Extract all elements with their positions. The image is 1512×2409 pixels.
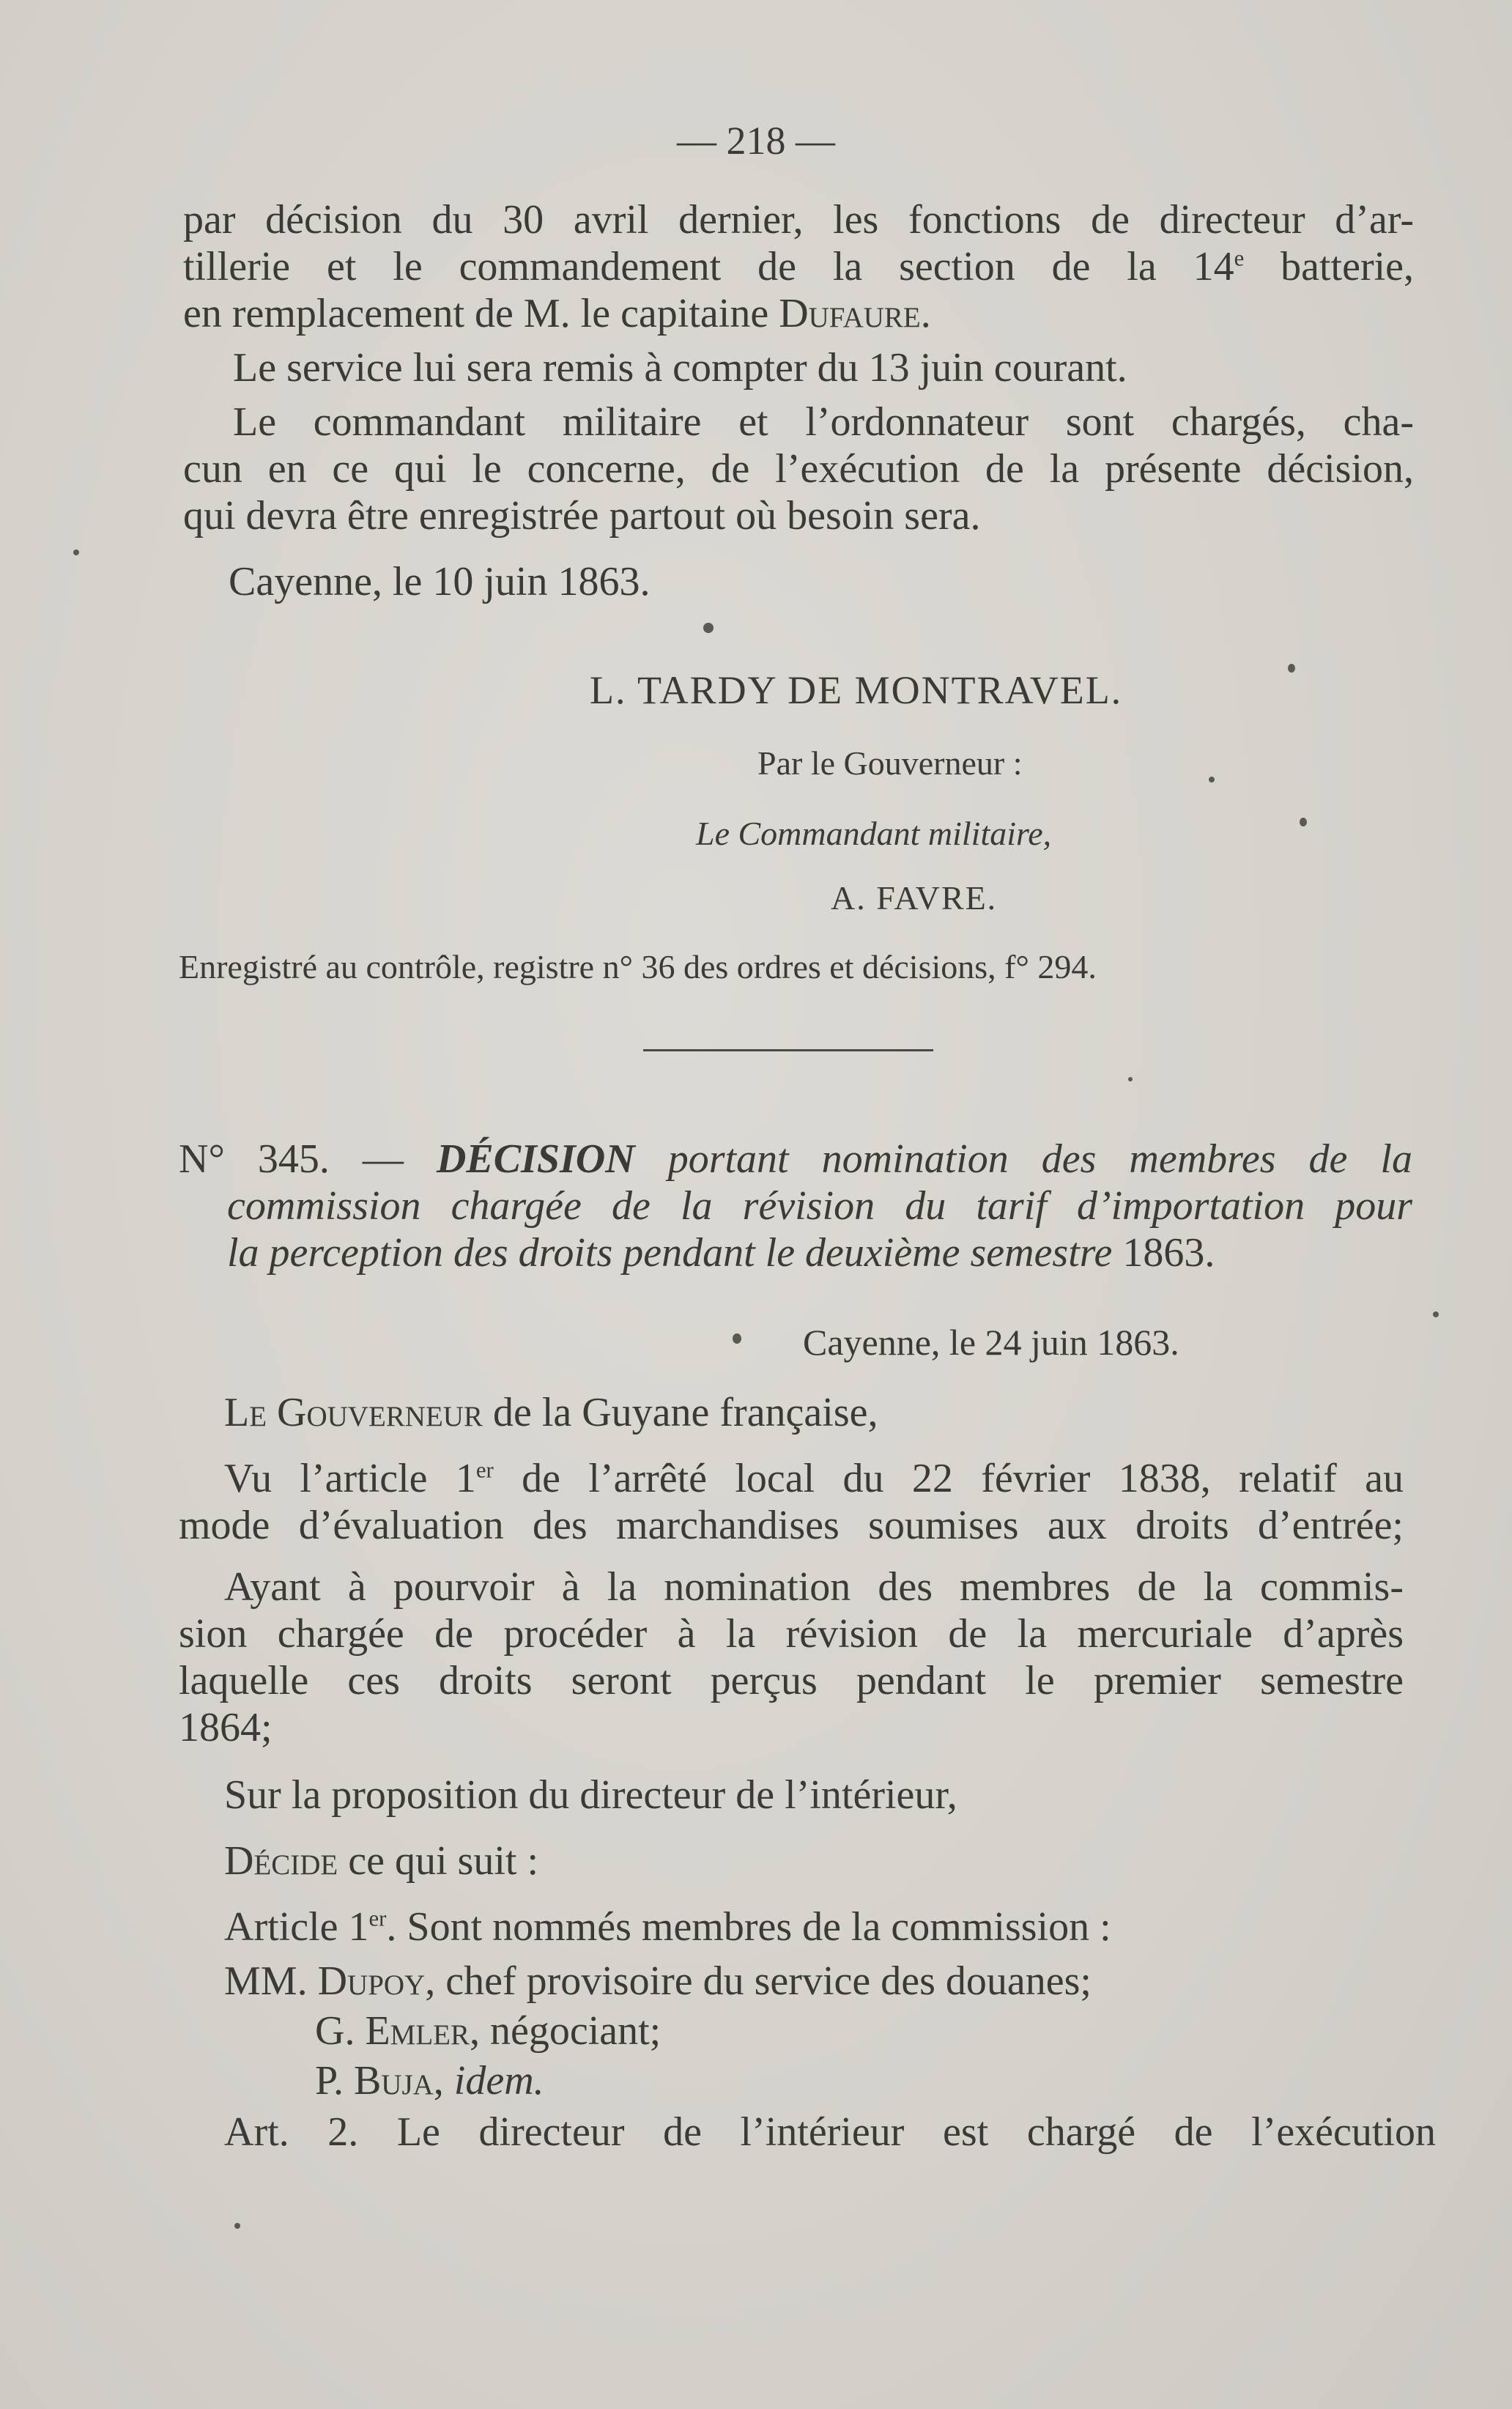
name-dufaure: Dufaure: [779, 291, 921, 336]
para2: Le service lui sera remis à compter du 13 juin courant.: [233, 345, 1127, 391]
scan-speck: [1209, 777, 1215, 782]
decision-title-line1: N° 345. — DÉCISION portant nomination des membres de la: [179, 1136, 1412, 1182]
section-divider: [643, 1049, 933, 1051]
scan-speck: [703, 623, 714, 633]
para3-line1: Le commandant militaire et l’ordonnateur sont chargés, cha-: [233, 399, 1414, 445]
member-row: MM. Dupoy, chef provisoire du service des douanes;: [224, 1958, 1092, 2004]
scan-speck: [1128, 1077, 1133, 1081]
vu-line1: Vu l’article 1er de l’arrêté local du 22 février 1838, relatif au: [224, 1456, 1404, 1501]
scan-speck: [1288, 664, 1295, 673]
governor-line: Le Gouverneur de la Guyane française,: [224, 1390, 878, 1435]
scan-speck: [1300, 818, 1307, 826]
ayant-line3: laquelle ces droits seront perçus pendant le premier semestre: [179, 1658, 1404, 1703]
para3-line2: cun en ce qui le concerne, de l’exécution de la présente décision,: [183, 446, 1414, 492]
signature-by: Par le Gouverneur :: [757, 744, 1023, 782]
ayant-line4: 1864;: [179, 1705, 273, 1750]
signature-role: Le Commandant militaire,: [696, 815, 1052, 852]
vu-line2: mode d’évaluation des marchandises soumises aux droits d’entrée;: [179, 1503, 1404, 1548]
sur-line: Sur la proposition du directeur de l’intérieur,: [224, 1772, 957, 1818]
decision-title-line3: la perception des droits pendant le deuxième semestre 1863.: [227, 1230, 1215, 1276]
scan-speck: [73, 549, 79, 555]
para1-line2: tillerie et le commandement de la section de la 14e batterie,: [183, 244, 1415, 289]
page-number: — 218 —: [677, 119, 835, 163]
decision-title-line2: commission chargée de la révision du tarif d’importation pour: [227, 1183, 1412, 1229]
scan-speck: [234, 2223, 240, 2229]
date-line-2: Cayenne, le 24 juin 1863.: [803, 1322, 1179, 1363]
ayant-line2: sion chargée de procéder à la révision de la mercuriale d’après: [179, 1611, 1404, 1657]
para1-line3: en remplacement de M. le capitaine Dufaure.: [183, 291, 931, 336]
member-row: P. Buja, idem.: [315, 2058, 544, 2103]
signature-name: L. TARDY DE MONTRAVEL.: [590, 668, 1123, 712]
decide-line: Décide ce qui suit :: [224, 1838, 539, 1884]
para1-line1: par décision du 30 avril dernier, les fonctions de directeur d’ar-: [183, 197, 1414, 243]
article2-line: Art. 2. Le directeur de l’intérieur est chargé de l’exécution: [224, 2109, 1436, 2155]
scan-speck: [1433, 1311, 1439, 1317]
para3-line3: qui devra être enregistrée partout où besoin sera.: [183, 493, 981, 539]
article1-line: Article 1er. Sont nommés membres de la commission :: [224, 1904, 1111, 1950]
date-line-1: Cayenne, le 10 juin 1863.: [229, 559, 651, 604]
member-row: G. Emler, négociant;: [315, 2008, 662, 2054]
registration-note: Enregistré au contrôle, registre n° 36 des ordres et décisions, f° 294.: [179, 948, 1097, 985]
ayant-line1: Ayant à pourvoir à la nomination des membres de la commis-: [224, 1564, 1404, 1610]
scan-speck: [733, 1333, 741, 1344]
signature-signer: A. FAVRE.: [831, 879, 998, 917]
